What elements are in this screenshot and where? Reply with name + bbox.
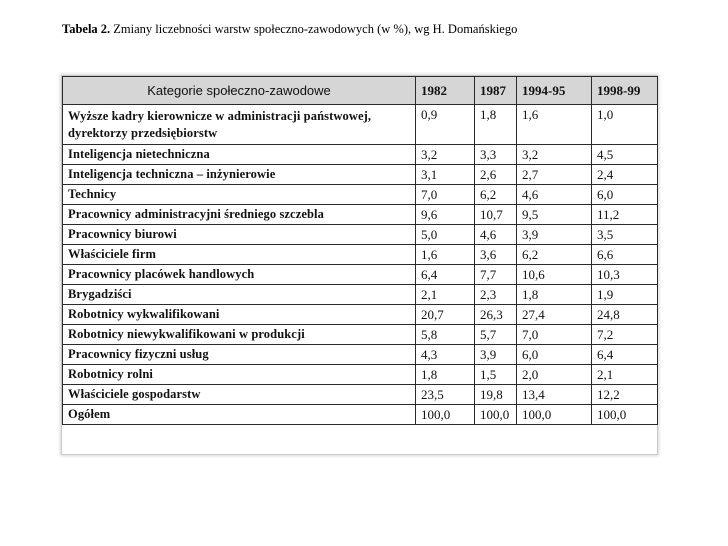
value-cell: 1,0: [592, 105, 658, 145]
category-cell: Robotnicy niewykwalifikowani w produkcji: [63, 325, 416, 345]
value-cell: 100,0: [517, 405, 592, 425]
table-row: [63, 285, 658, 305]
value-cell: 10,6: [517, 265, 592, 285]
value-cell: 2,4: [592, 165, 658, 185]
value-cell: 3,5: [592, 225, 658, 245]
table-row: [63, 305, 658, 325]
value-cell: 2,0: [517, 365, 592, 385]
value-cell: 1,6: [416, 245, 475, 265]
value-cell: 4,3: [416, 345, 475, 365]
category-cell: Pracownicy placówek handlowych: [63, 265, 416, 285]
value-cell: 9,5: [517, 205, 592, 225]
category-cell: Ogółem: [63, 405, 416, 425]
table-row: [63, 225, 658, 245]
value-cell: 6,0: [517, 345, 592, 365]
column-header: 1998-99: [592, 77, 658, 105]
value-cell: 6,4: [592, 345, 658, 365]
category-cell: Pracownicy biurowi: [63, 225, 416, 245]
value-cell: 5,8: [416, 325, 475, 345]
value-cell: 3,2: [517, 145, 592, 165]
value-cell: 1,9: [592, 285, 658, 305]
column-header: 1994-95: [517, 77, 592, 105]
header-row: [63, 77, 658, 105]
table-row: [63, 365, 658, 385]
category-cell: Pracownicy administracyjni średniego szczebla: [63, 205, 416, 225]
value-cell: 27,4: [517, 305, 592, 325]
category-cell: Właściciele firm: [63, 245, 416, 265]
value-cell: 4,5: [592, 145, 658, 165]
value-cell: 7,2: [592, 325, 658, 345]
table-row: [63, 245, 658, 265]
value-cell: 6,4: [416, 265, 475, 285]
value-cell: 0,9: [416, 105, 475, 145]
table-row: [63, 185, 658, 205]
value-cell: 6,6: [592, 245, 658, 265]
category-cell: Właściciele gospodarstw: [63, 385, 416, 405]
category-cell: Robotnicy wykwalifikowani: [63, 305, 416, 325]
value-cell: 7,0: [416, 185, 475, 205]
value-cell: 6,0: [592, 185, 658, 205]
category-cell: Inteligencja nietechniczna: [63, 145, 416, 165]
table-row: [63, 165, 658, 185]
category-cell: Wyższe kadry kierownicze w administracji państwowej, dyrektorzy przedsiębiorstw: [63, 105, 416, 145]
value-cell: 3,9: [517, 225, 592, 245]
category-cell: Pracownicy fizyczni usług: [63, 345, 416, 365]
table-row: [63, 145, 658, 165]
caption-label: Tabela 2.: [62, 22, 111, 36]
column-header: 1987: [475, 77, 517, 105]
value-cell: 10,7: [475, 205, 517, 225]
column-header: 1982: [416, 77, 475, 105]
value-cell: 1,5: [475, 365, 517, 385]
category-cell: Robotnicy rolni: [63, 365, 416, 385]
value-cell: 5,7: [475, 325, 517, 345]
value-cell: 5,0: [416, 225, 475, 245]
value-cell: 20,7: [416, 305, 475, 325]
value-cell: 10,3: [592, 265, 658, 285]
value-cell: 1,8: [517, 285, 592, 305]
table-row: [63, 405, 658, 425]
value-cell: 3,3: [475, 145, 517, 165]
value-cell: 2,6: [475, 165, 517, 185]
value-cell: 13,4: [517, 385, 592, 405]
category-cell: Inteligencja techniczna – inżynierowie: [63, 165, 416, 185]
value-cell: 2,1: [416, 285, 475, 305]
value-cell: 7,0: [517, 325, 592, 345]
value-cell: 23,5: [416, 385, 475, 405]
value-cell: 1,6: [517, 105, 592, 145]
table-row: [63, 385, 658, 405]
value-cell: 9,6: [416, 205, 475, 225]
value-cell: 12,2: [592, 385, 658, 405]
value-cell: 3,6: [475, 245, 517, 265]
table-image: [62, 76, 657, 454]
value-cell: 2,1: [592, 365, 658, 385]
table-row: [63, 325, 658, 345]
value-cell: 3,1: [416, 165, 475, 185]
value-cell: 4,6: [517, 185, 592, 205]
value-cell: 100,0: [592, 405, 658, 425]
value-cell: 4,6: [475, 225, 517, 245]
value-cell: 100,0: [475, 405, 517, 425]
table-row: [63, 205, 658, 225]
column-header: Kategorie społeczno-zawodowe: [63, 77, 416, 105]
value-cell: 3,2: [416, 145, 475, 165]
category-cell: Technicy: [63, 185, 416, 205]
value-cell: 6,2: [517, 245, 592, 265]
table-row: [63, 105, 658, 145]
value-cell: 7,7: [475, 265, 517, 285]
value-cell: 19,8: [475, 385, 517, 405]
table-caption: [62, 22, 517, 37]
value-cell: 6,2: [475, 185, 517, 205]
category-cell: Brygadziści: [63, 285, 416, 305]
value-cell: 1,8: [475, 105, 517, 145]
table-body: [63, 105, 658, 425]
value-cell: 11,2: [592, 205, 658, 225]
caption-text: Zmiany liczebności warstw społeczno-zawodowych (w %), wg H. Domańskiego: [110, 22, 518, 36]
value-cell: 2,7: [517, 165, 592, 185]
value-cell: 26,3: [475, 305, 517, 325]
value-cell: 3,9: [475, 345, 517, 365]
value-cell: 24,8: [592, 305, 658, 325]
value-cell: 2,3: [475, 285, 517, 305]
table-row: [63, 265, 658, 285]
table-row: [63, 345, 658, 365]
value-cell: 100,0: [416, 405, 475, 425]
value-cell: 1,8: [416, 365, 475, 385]
data-table: [62, 76, 658, 425]
